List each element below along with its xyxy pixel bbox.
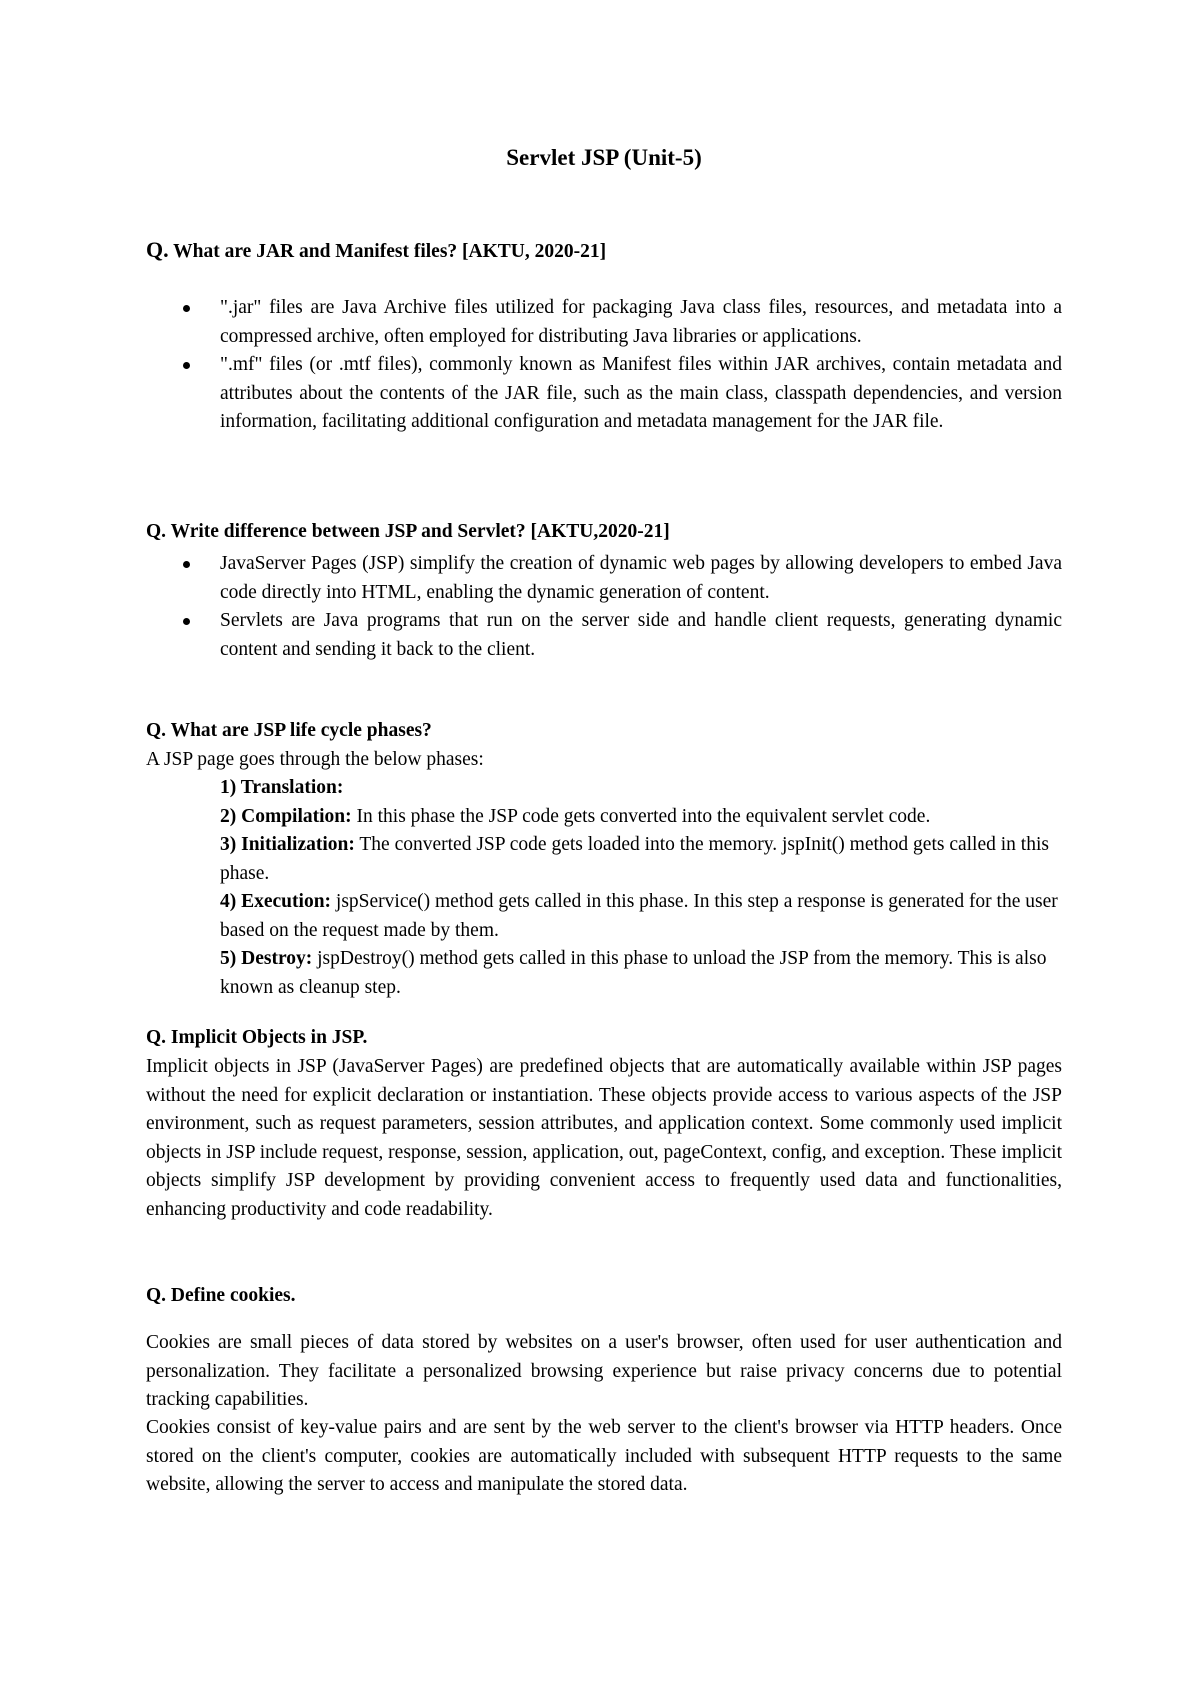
phase-label: 3) Initialization:: [220, 834, 355, 855]
list-item: [220, 774, 1062, 803]
phase-text: In this phase the JSP code gets converted into the equivalent servlet code.: [351, 805, 931, 827]
question-prefix: Q.: [146, 237, 169, 262]
bullet-icon: [183, 305, 190, 312]
list-item: [146, 607, 1062, 664]
jar-question-heading: [146, 237, 1062, 263]
phase-label: 2) Compilation:: [220, 805, 352, 827]
list-item: [220, 888, 1062, 945]
phase-label: 5) Destroy:: [220, 948, 313, 969]
phase-label: 4) Execution:: [220, 891, 332, 912]
phase-label: 1) Translation:: [220, 777, 344, 798]
lifecycle-intro: A JSP page goes through the below phases:: [146, 749, 484, 770]
list-item: [146, 294, 1062, 351]
list-item: [146, 550, 1062, 607]
lifecycle-phase-list: [220, 774, 1062, 1002]
diff-bullet-list: [146, 550, 1062, 664]
implicit-question-heading: Q. Implicit Objects in JSP.: [146, 1027, 368, 1048]
list-item: [146, 351, 1062, 437]
list-item: [220, 803, 1062, 832]
cookies-paragraph-2: Cookies consist of key-value pairs and are sent by the web server to the client's browser via HTTP headers. Once stored on the client's computer, cookies are automatically included with subsequent HTTP requests to the same website, allowing the server to access and manipulate the stored data.: [146, 1417, 1062, 1495]
bullet-icon: [183, 362, 190, 369]
bullet-text: ".jar" files are Java Archive files utilized for packaging Java class files, resources, and metadata into a compressed archive, often employed for distributing Java libraries or applications.: [220, 297, 1062, 347]
cookies-paragraph-1: Cookies are small pieces of data stored by websites on a user's browser, often used for user authentication and personalization. They facilitate a personalized browsing experience but raise privacy concerns due to potential tracking capabilities.: [146, 1332, 1062, 1410]
phase-text: The converted JSP code gets loaded into the memory. jspInit() method gets called in this phase.: [220, 834, 1049, 884]
page-title: Servlet JSP (Unit-5): [506, 145, 702, 170]
bullet-text: JavaServer Pages (JSP) simplify the creation of dynamic web pages by allowing developers to embed Java code directly into HTML, enabling the dynamic generation of content.: [220, 553, 1062, 603]
bullet-text: Servlets are Java programs that run on the server side and handle client requests, generating dynamic content and sending it back to the client.: [220, 610, 1062, 660]
cookies-question-heading: Q. Define cookies.: [146, 1285, 296, 1306]
bullet-icon: [183, 561, 190, 568]
implicit-paragraph: Implicit objects in JSP (JavaServer Pages) are predefined objects that are automatically available within JSP pages without the need for explicit declaration or instantiation. These objects provide access to various aspects of the JSP environment, such as request parameters, session attributes, and application context. Some commonly used implicit objects in JSP include request, response, session, application, out, pageContext, config, and exception. These implicit objects simplify JSP development by providing convenient access to frequently used data and functionalities, enhancing productivity and code readability.: [146, 1056, 1062, 1220]
jar-bullet-list: [146, 294, 1062, 437]
phase-text: jspDestroy() method gets called in this phase to unload the JSP from the memory. This is also known as cleanup step.: [220, 948, 1047, 998]
list-item: [220, 945, 1062, 1002]
phase-text: jspService() method gets called in this phase. In this step a response is generated for the user based on the request made by them.: [220, 891, 1058, 941]
list-item: [220, 831, 1062, 888]
bullet-text: ".mf" files (or .mtf files), commonly known as Manifest files within JAR archives, contain metadata and attributes about the contents of the JAR file, such as the main class, classpath dependencies, and version information, facilitating additional configuration and metadata management for the JAR file.: [220, 354, 1062, 432]
lifecycle-question-heading: Q. What are JSP life cycle phases?: [146, 720, 432, 741]
jar-question-text: What are JAR and Manifest files? [AKTU, 2020-21]: [173, 241, 607, 262]
bullet-icon: [183, 618, 190, 625]
diff-question-heading: Q. Write difference between JSP and Servlet? [AKTU,2020-21]: [146, 521, 670, 542]
